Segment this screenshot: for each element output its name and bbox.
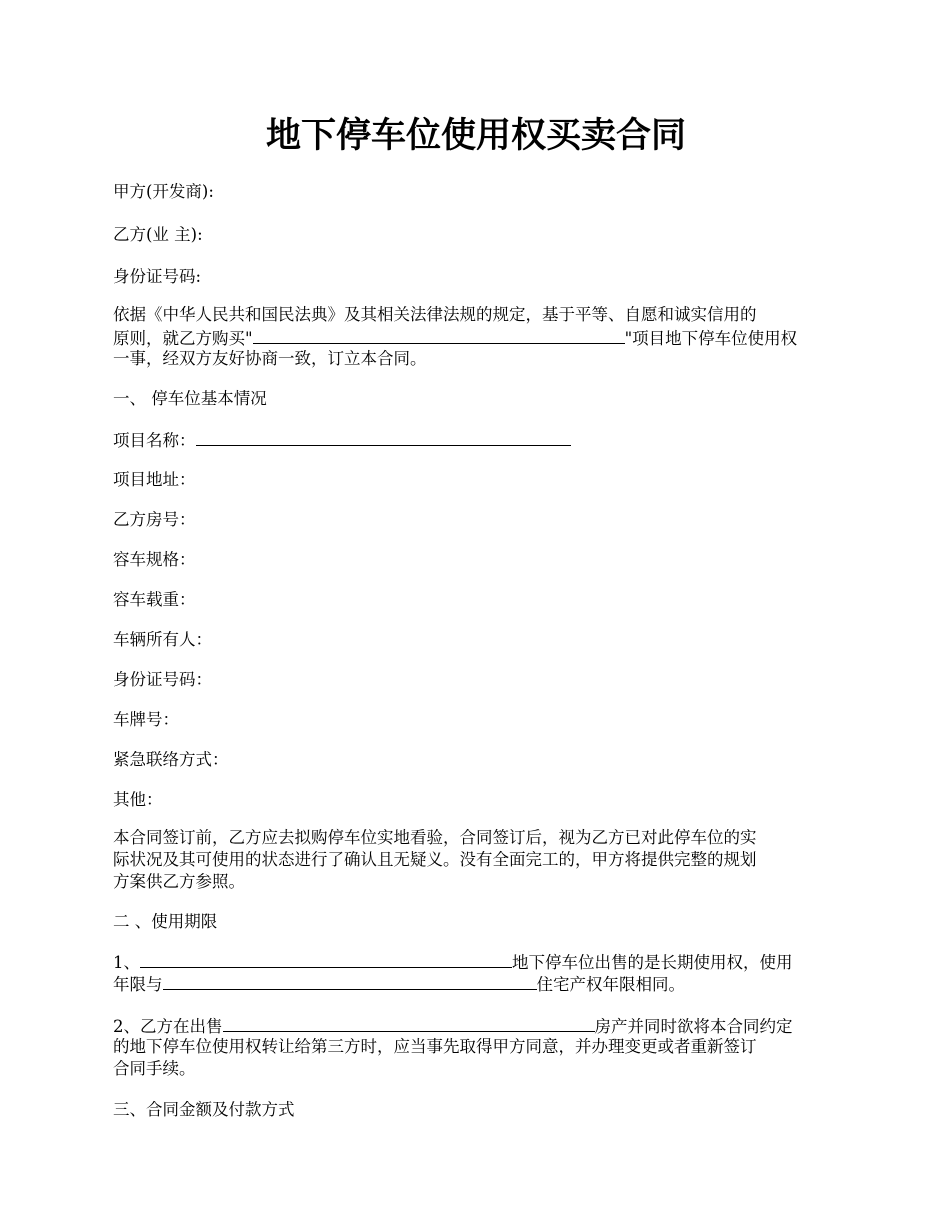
clause-2-1-blank-2[interactable] — [163, 972, 537, 990]
notice-line-1: 本合同签订前，乙方应去拟购停车位实地看验，合同签订后，视为乙方已对此停车位的实 — [113, 828, 757, 847]
clause-2-2-line-2: 的地下停车位使用权转让给第三方时，应当事先取得甲方同意，并办理变更或者重新签订 — [113, 1037, 757, 1056]
page-title: 地下停车位使用权买卖合同 — [265, 115, 686, 156]
vehicle-owner-field: 车辆所有人： — [113, 630, 212, 649]
notice-line-3: 方案供乙方参照。 — [113, 872, 245, 891]
clause-2-1-line-2-before: 年限与 — [113, 975, 163, 994]
emergency-contact-field: 紧急联络方式： — [113, 750, 229, 769]
project-name-blank[interactable] — [196, 428, 571, 446]
preamble-line-1: 依据《中华人民共和国民法典》及其相关法律法规的规定，基于平等、自愿和诚实信用的 — [113, 305, 757, 324]
party-b-field: 乙方(业 主): — [113, 225, 203, 244]
other-field: 其他： — [113, 790, 163, 809]
inspection-notice-paragraph — [113, 827, 839, 893]
clause-2-2-blank[interactable] — [223, 1014, 595, 1032]
clause-2-2-line-1 — [113, 1014, 839, 1036]
room-number-field: 乙方房号： — [113, 510, 196, 529]
clause-2-2-line-3: 合同手续。 — [113, 1059, 196, 1078]
clause-2-1-line-2-after: 住宅产权年限相同。 — [536, 975, 685, 994]
clause-2-1-line-2 — [113, 972, 839, 994]
clause-2-2-line-1-after: 房产并同时欲将本合同约定 — [594, 1017, 793, 1036]
car-load-field: 容车载重： — [113, 590, 196, 609]
preamble-line-3: 一事，经双方友好协商一致，订立本合同。 — [113, 349, 427, 368]
clause-2-1-blank-1[interactable] — [140, 950, 512, 968]
id-number-field: 身份证号码: — [113, 267, 202, 286]
project-blank[interactable] — [253, 326, 625, 344]
clause-2-1-paragraph — [113, 950, 839, 994]
owner-id-field: 身份证号码： — [113, 670, 212, 689]
project-name-row — [113, 428, 839, 452]
section-1-heading: 一、 停车位基本情况 — [113, 389, 267, 408]
clause-2-1-prefix: 1、 — [113, 953, 140, 972]
car-spec-field: 容车规格： — [113, 550, 196, 569]
clause-2-2-prefix: 2、乙方在出售 — [113, 1017, 223, 1036]
party-a-field: 甲方(开发商): — [113, 182, 214, 201]
section-2-heading: 二 、使用期限 — [113, 912, 218, 931]
section-3-heading: 三、合同金额及付款方式 — [113, 1100, 295, 1119]
clause-2-1-line-1-after: 地下停车位出售的是长期使用权，使用 — [512, 953, 793, 972]
clause-2-2-paragraph — [113, 1014, 839, 1080]
clause-2-1-line-1 — [113, 950, 839, 972]
project-address-field: 项目地址： — [113, 470, 196, 489]
plate-number-field: 车牌号： — [113, 710, 179, 729]
preamble-line-2-after: "项目地下停车位使用权 — [624, 329, 798, 348]
preamble-line-2-before: 原则，就乙方购买" — [113, 329, 253, 348]
preamble-line-2 — [113, 326, 839, 348]
notice-line-2: 际状况及其可使用的状态进行了确认且无疑义。没有全面完工的，甲方将提供完整的规划 — [113, 850, 757, 869]
preamble-paragraph — [113, 304, 839, 370]
project-name-label: 项目名称： — [113, 431, 196, 450]
